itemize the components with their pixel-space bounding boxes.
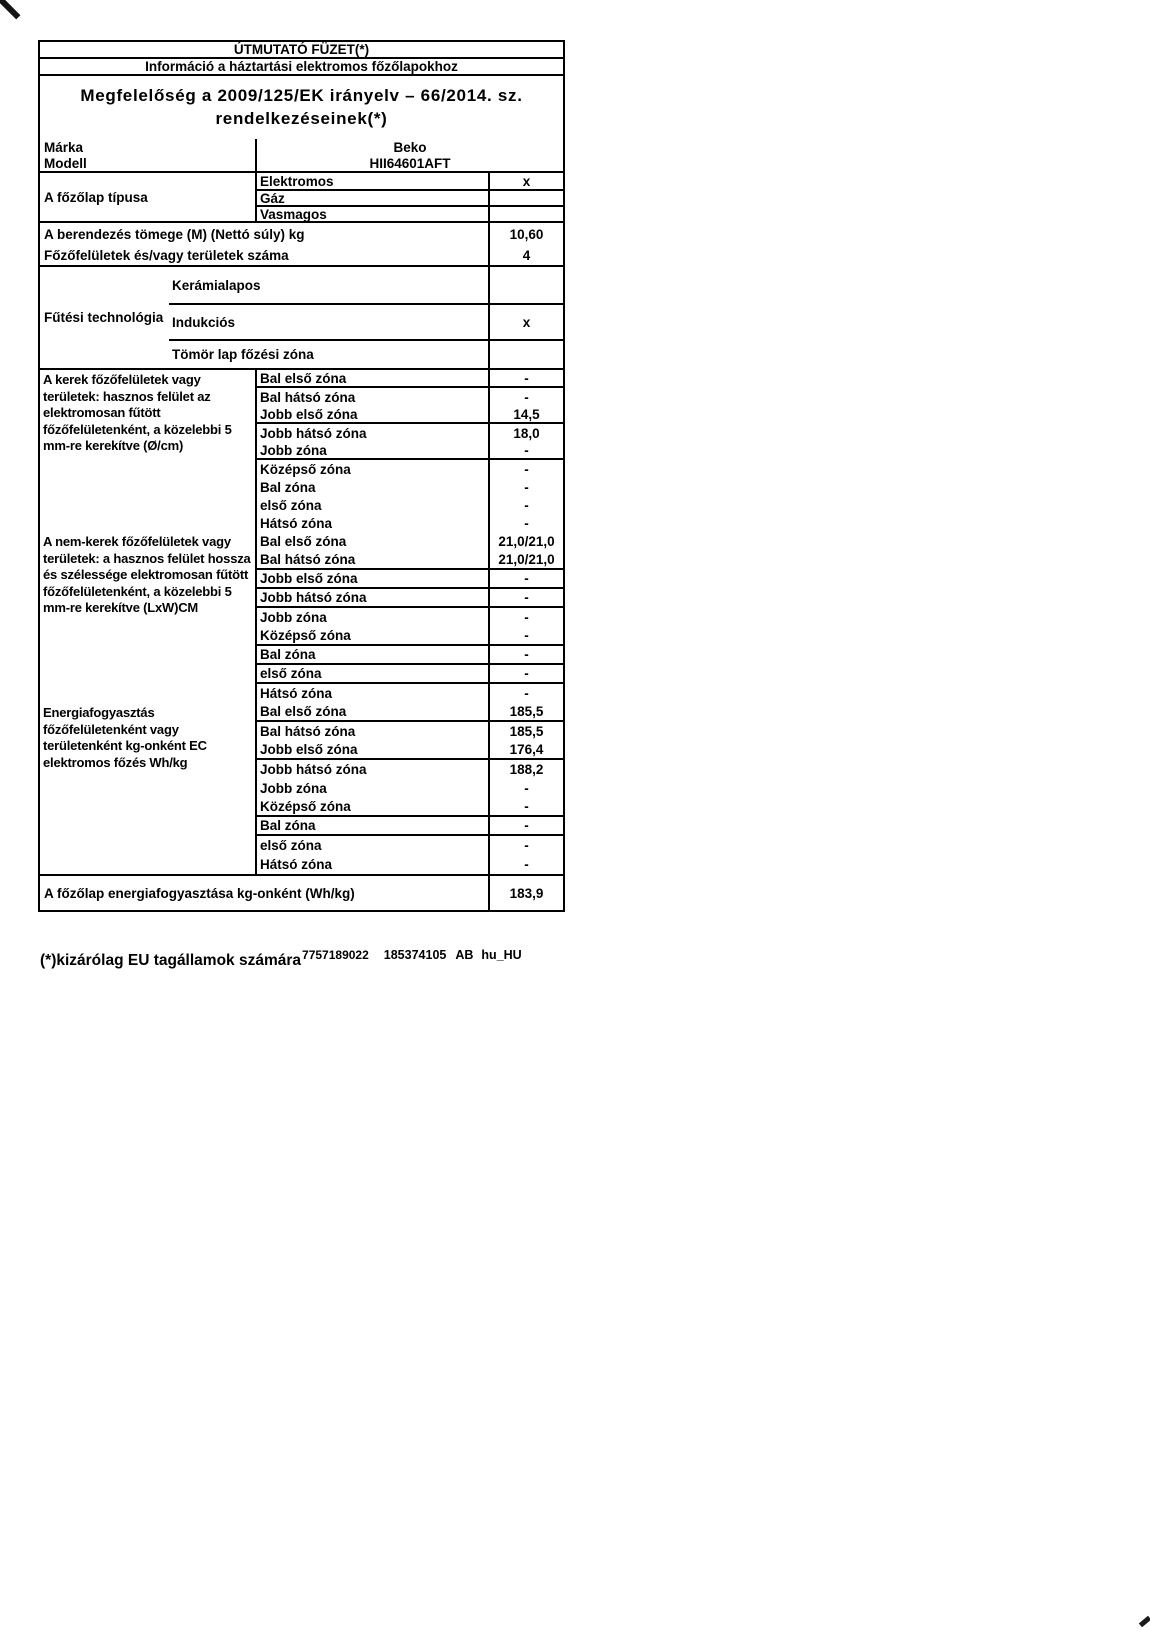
zone-value: - bbox=[488, 779, 563, 798]
brand-value: Beko bbox=[393, 140, 427, 155]
hob-type-row-iron-core bbox=[257, 205, 563, 221]
zone-name: Bal zóna bbox=[260, 647, 316, 662]
hob-type-label: A főzőlap típusa bbox=[40, 173, 257, 221]
zone-row bbox=[257, 741, 563, 760]
zone-value: 188,2 bbox=[488, 760, 563, 779]
footer-note bbox=[40, 948, 522, 970]
zone-row bbox=[257, 570, 563, 589]
hob-total-energy-row bbox=[40, 874, 563, 910]
zone-value: 185,5 bbox=[488, 703, 563, 720]
zone-value: 21,0/21,0 bbox=[488, 551, 563, 568]
zone-row bbox=[257, 760, 563, 779]
zone-count-value: 4 bbox=[488, 245, 563, 265]
zone-value: 185,5 bbox=[488, 722, 563, 741]
zone-name: Hátsó zóna bbox=[260, 686, 333, 701]
heating-name: Indukciós bbox=[172, 314, 236, 330]
zone-count-row bbox=[40, 245, 563, 267]
doc-header-booklet: ÚTMUTATÓ FÜZET(*) bbox=[40, 42, 563, 59]
zone-value: - bbox=[488, 496, 563, 514]
zone-name: Középső zóna bbox=[260, 628, 351, 643]
zone-name: Jobb első zóna bbox=[260, 742, 358, 757]
zone-row bbox=[257, 665, 563, 684]
zone-rows bbox=[257, 370, 563, 532]
zone-name: Bal zóna bbox=[260, 479, 316, 495]
footer-doc-number: 185374105 bbox=[383, 948, 447, 962]
zone-row bbox=[257, 684, 563, 703]
zone-row bbox=[257, 406, 563, 424]
zone-value: - bbox=[488, 817, 563, 834]
hob-type-row-electric bbox=[257, 173, 563, 189]
zone-value: - bbox=[488, 478, 563, 496]
hob-type-name: Elektromos bbox=[260, 173, 334, 189]
zone-value: - bbox=[488, 460, 563, 478]
hob-type-value: x bbox=[488, 173, 563, 189]
model-value: HII64601AFT bbox=[369, 156, 451, 171]
zone-name: Bal hátsó zóna bbox=[260, 552, 356, 567]
zone-name: Középső zóna bbox=[260, 461, 351, 477]
brand-label: Márka bbox=[40, 139, 257, 156]
zone-value: - bbox=[488, 855, 563, 874]
hob-type-rows bbox=[257, 173, 563, 221]
zone-row bbox=[257, 722, 563, 741]
heating-value bbox=[488, 341, 563, 368]
zone-name: Bal első zóna bbox=[260, 370, 347, 386]
hob-type-block bbox=[40, 173, 563, 223]
zone-value: - bbox=[488, 388, 563, 406]
zone-block-label: Energiafogyasztás főzőfelületenként vagy területenként kg-onként EC elektromos főzés Wh/kg bbox=[40, 703, 257, 874]
footer-print-code: 7757189022 bbox=[302, 948, 369, 962]
zone-row bbox=[257, 424, 563, 442]
heating-row-induction bbox=[169, 303, 563, 339]
footer-language-code: hu_HU bbox=[481, 948, 522, 962]
zone-value: - bbox=[488, 646, 563, 663]
heating-name: Tömör lap főzési zóna bbox=[172, 347, 314, 362]
zone-value: - bbox=[488, 798, 563, 815]
product-fiche-table bbox=[38, 40, 565, 912]
hob-type-name: Gáz bbox=[260, 190, 285, 206]
zone-value: 176,4 bbox=[488, 741, 563, 758]
hob-type-value bbox=[488, 207, 563, 221]
zone-row bbox=[257, 798, 563, 817]
zone-value: - bbox=[488, 514, 563, 532]
zone-row bbox=[257, 532, 563, 551]
zone-name: Jobb első zóna bbox=[260, 571, 358, 586]
zone-row bbox=[257, 514, 563, 532]
zone-value: - bbox=[488, 442, 563, 458]
heating-name: Kerámialapos bbox=[172, 277, 261, 293]
zone-row bbox=[257, 855, 563, 874]
zone-row bbox=[257, 551, 563, 570]
zone-value: - bbox=[488, 627, 563, 644]
zone-name: Bal zóna bbox=[260, 818, 316, 833]
weight-value: 10,60 bbox=[488, 223, 563, 245]
zone-row bbox=[257, 442, 563, 460]
zone-name: Bal első zóna bbox=[260, 704, 347, 719]
heating-value: x bbox=[488, 305, 563, 339]
scan-artifact-top-left bbox=[0, 0, 20, 19]
footer-revision-code: AB bbox=[455, 948, 474, 962]
zone-row bbox=[257, 478, 563, 496]
zone-name: Középső zóna bbox=[260, 799, 351, 814]
footer-note-text: (*)kizárólag EU tagállamok számára bbox=[40, 952, 302, 969]
zone-value: 21,0/21,0 bbox=[488, 532, 563, 551]
compliance-title-line1: Megfelelőség a 2009/125/EK irányelv – 66/2014. sz. bbox=[80, 86, 523, 105]
zone-row bbox=[257, 388, 563, 406]
heating-row-ceramic bbox=[169, 267, 563, 303]
hob-total-energy-label: A főzőlap energiafogyasztása kg-onként (Wh/kg) bbox=[44, 885, 355, 901]
zone-block-non-round-dimensions bbox=[40, 532, 563, 703]
weight-row bbox=[40, 223, 563, 245]
zone-name: Jobb zóna bbox=[260, 781, 327, 796]
heating-technology-rows bbox=[169, 267, 563, 368]
zone-row bbox=[257, 836, 563, 855]
zone-row bbox=[257, 703, 563, 722]
zone-value: - bbox=[488, 608, 563, 627]
zone-name: Hátsó zóna bbox=[260, 515, 333, 531]
zone-block-energy-consumption bbox=[40, 703, 563, 874]
zone-block-label: A kerek főzőfelületek vagy területek: hasznos felület az elektromosan fűtött főzőfelületenként, a közelebbi 5 mm-re kerekítve (Ø/cm) bbox=[40, 370, 257, 532]
heating-value bbox=[488, 267, 563, 303]
compliance-title bbox=[40, 76, 563, 139]
zone-row bbox=[257, 608, 563, 627]
zone-value: 14,5 bbox=[488, 406, 563, 422]
zone-rows bbox=[257, 532, 563, 703]
heating-row-solid-plate bbox=[169, 339, 563, 368]
zone-value: - bbox=[488, 665, 563, 682]
zone-value: - bbox=[488, 370, 563, 386]
zone-name: Bal hátsó zóna bbox=[260, 389, 356, 405]
zone-block-label: A nem-kerek főzőfelületek vagy területek: a hasznos felület hossza és szélessége elektromosan fűtött főzőfelületenként, a közelebbi 5 mm-re kerekítve (LxW)CM bbox=[40, 532, 257, 703]
zone-name: Hátsó zóna bbox=[260, 857, 333, 872]
zone-name: első zóna bbox=[260, 838, 322, 853]
weight-label: A berendezés tömege (M) (Nettó súly) kg bbox=[44, 226, 305, 242]
zone-value: - bbox=[488, 836, 563, 855]
hob-type-value bbox=[488, 191, 563, 205]
zone-row bbox=[257, 817, 563, 836]
zone-name: Jobb hátsó zóna bbox=[260, 762, 367, 777]
zone-row bbox=[257, 496, 563, 514]
hob-type-row-gas bbox=[257, 189, 563, 205]
zone-value: - bbox=[488, 570, 563, 587]
zone-count-label: Főzőfelületek és/vagy területek száma bbox=[44, 247, 289, 263]
zone-name: első zóna bbox=[260, 497, 322, 513]
zone-rows bbox=[257, 703, 563, 874]
hob-total-energy-value: 183,9 bbox=[488, 876, 563, 910]
zone-name: Jobb első zóna bbox=[260, 406, 358, 422]
zone-name: Bal első zóna bbox=[260, 534, 347, 549]
zone-row bbox=[257, 779, 563, 798]
zone-row bbox=[257, 646, 563, 665]
brand-row bbox=[40, 139, 563, 156]
doc-header-info: Információ a háztartási elektromos főzőlapokhoz bbox=[40, 59, 563, 76]
scan-artifact-bottom-right bbox=[1139, 1616, 1150, 1628]
heating-technology-block bbox=[40, 267, 563, 370]
compliance-title-line2: rendelkezéseinek(*) bbox=[215, 109, 388, 128]
zone-row bbox=[257, 589, 563, 608]
zone-name: Bal hátsó zóna bbox=[260, 724, 356, 739]
zone-row bbox=[257, 370, 563, 388]
zone-name: Jobb hátsó zóna bbox=[260, 425, 367, 441]
zone-name: Jobb zóna bbox=[260, 610, 327, 625]
zone-row bbox=[257, 627, 563, 646]
zone-block-round-diameters bbox=[40, 370, 563, 532]
model-row bbox=[40, 156, 563, 173]
zone-row bbox=[257, 460, 563, 478]
zone-value: 18,0 bbox=[488, 424, 563, 442]
hob-type-name: Vasmagos bbox=[260, 206, 327, 222]
zone-name: első zóna bbox=[260, 666, 322, 681]
zone-name: Jobb hátsó zóna bbox=[260, 590, 367, 605]
heating-technology-label: Fűtési technológia bbox=[44, 310, 164, 325]
zone-value: - bbox=[488, 684, 563, 703]
zone-name: Jobb zóna bbox=[260, 442, 327, 458]
model-label: Modell bbox=[40, 156, 257, 171]
zone-value: - bbox=[488, 589, 563, 606]
